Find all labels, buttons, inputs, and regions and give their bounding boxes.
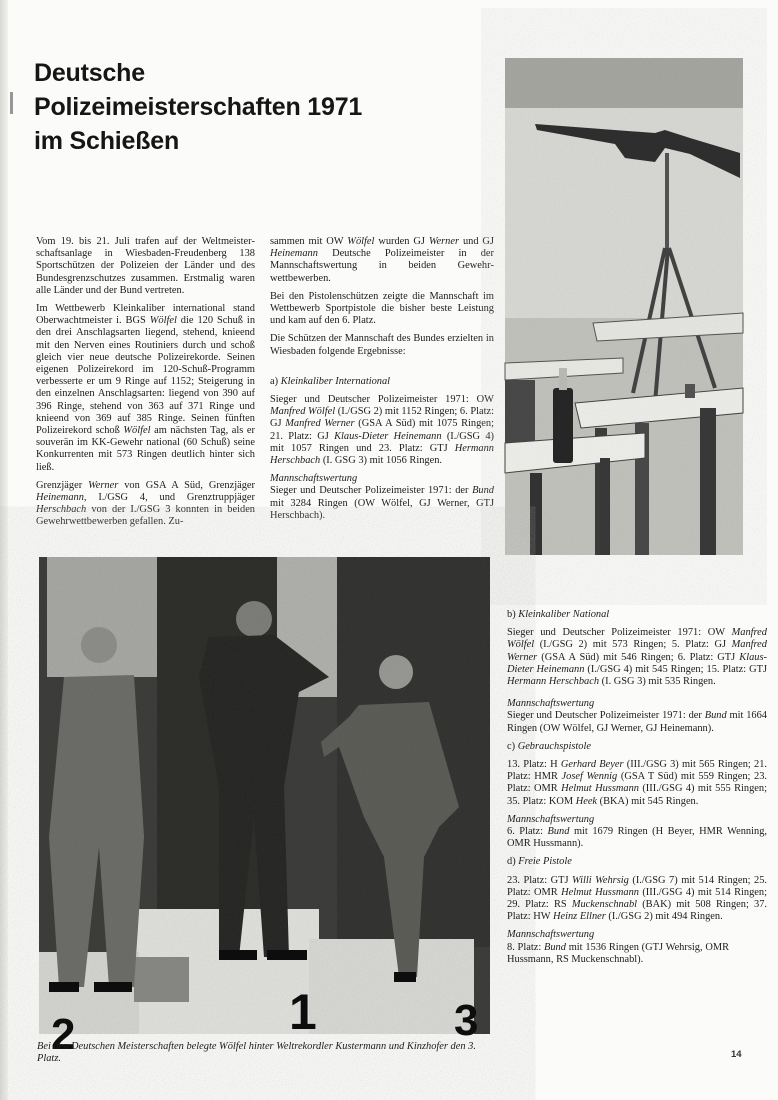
svg-text:3: 3	[454, 996, 479, 1045]
article-column-1	[36, 236, 255, 529]
section-c-team-result: 6. Platz: Bund mit 1679 Ringen (H Beyer, HMR Wenning, OMR Hussmann).	[507, 826, 767, 850]
grenzjaeger-paragraph: Grenzjäger Werner von GSA A Süd, Grenzjäger Heinemann, I./GSG 4, und Grenztruppjäger Herschbach von der I./GSG 3 konnten in beiden Gewehrwettbewerben gefallen. Zu-	[36, 479, 255, 528]
section-b-team-heading: Mannschaftswertung	[507, 698, 595, 710]
section-a-heading: a) Kleinkaliber International	[270, 375, 391, 387]
scan-artifact	[10, 92, 13, 114]
article-title	[34, 56, 454, 158]
section-a-team-heading: Mannschaftswertung	[270, 473, 358, 485]
section-d-team-result: 8. Platz: Bund mit 1536 Ringen (GTJ Wehrsig, OMR Hussmann, RS Muckenschnabl).	[507, 941, 730, 965]
svg-text:1: 1	[289, 984, 317, 1040]
svg-text:2: 2	[51, 1010, 76, 1059]
title-line-3: im Schießen	[34, 127, 180, 155]
section-d-results: 23. Platz: GTJ Willi Wehrsig (I./GSG 7) mit 514 Ringen; 25. Platz: OMR Helmut Hussmann (III./GSG 4) mit 514 Ringen; 29. Platz: RS Muckenschnabl (BAK) mit 508 Ringen; 37. Platz: HW Heinz Ellner (I./GSG 2) mit 494 Ringen.	[507, 874, 768, 923]
section-b-results: Sieger und Deutscher Polizeimeister 1971: OW Manfred Wölfel (I./GSG 2) mit 573 Ringen; 5. Platz: GJ Manfred Werner (GSA A Süd) mit 546 Ringen; 6. Platz: GTJ Klaus-Dieter Heinemann (I./GSG 4) mit 545 Ringen; 15. Platz: GTJ Hermann Herschbach (I. GSG 3) mit 535 Ringen.	[507, 627, 767, 688]
section-d-heading: d) Freie Pistole	[507, 856, 572, 868]
section-b-heading: b) Kleinkaliber National	[507, 609, 610, 620]
kleinkaliber-paragraph: Im Wettbewerb Kleinkaliber international stand Oberwachtmeister i. BGS Wölfel die 120 Schuß in den drei Anschlagsarten liegend, stehend, knieend mit den Nerven eines Routiniers durch und schoß gleich vier neue deutsche Polizeirekorde. Seinen eigenen Polizeirekord im 120-Schuß-Programm verbesserte er um 9 Ringe auf 1152; Steigerung in den einzelnen Anschlagsarten: liegend von 390 auf 396 Ringe, stehend von 363 auf 371 Ringe und knieend von 369 auf 385 Ringe. Seinen fünften Polizeirekord schoß Wölfel am nächsten Tag, als er souverän im KK-Gewehr national (60 Schuß) seine Konkurrenten mit 573 Ringen deutlich hinter sich ließ.	[36, 303, 256, 473]
article-column-3	[507, 609, 767, 966]
photo-caption: Bei den Deutschen Meisterschaften belegte Wölfel hinter Weltrekordler Kustermann und Kinzhofer den 3. Platz.	[37, 1041, 476, 1065]
intro-paragraph: Vom 19. bis 21. Juli trafen auf der Weltmeisterschaftsanlage in Wiesbaden-Freudenberg 138 Sportschützen der Polizeien der Länder und des Bundesgrenzschutzes zusammen. Erstmalig waren alle Länder und der Bund vertreten.	[36, 236, 255, 296]
article-column-2	[270, 236, 494, 522]
section-c-results: 13. Platz: H Gerhard Beyer (III./GSG 3) mit 565 Ringen; 21. Platz: HMR Josef Wennig (GSA T Süd) mit 559 Ringen; 23. Platz: OMR Helmut Hussmann (III./GSG 4) mit 555 Ringen; 35. Platz: KOM Heek (BKA) mit 545 Ringen.	[507, 759, 768, 807]
page-scan-edge	[0, 0, 8, 1100]
team-paragraph: sammen mit OW Wölfel wurden GJ Werner und GJ Heinemann Deutsche Polizeimeister in der Mannschaftswertung in beiden Gewehrwettbewerben.	[270, 236, 494, 284]
shooting-range-image	[505, 58, 743, 555]
title-line-2: Polizeimeisterschaften 1971	[34, 93, 363, 121]
shooting-range-photo	[505, 58, 743, 555]
section-c-team-heading: Mannschaftswertung	[507, 813, 595, 825]
section-c-heading: c) Gebrauchspistole	[507, 740, 591, 752]
section-a-team-result: Sieger und Deutscher Polizeimeister 1971: der Bund mit 3284 Ringen (OW Wölfel, GJ Werner, GTJ Herschbach).	[270, 485, 494, 521]
results-intro-paragraph: Die Schützen der Mannschaft des Bundes erzielten in Wiesbaden folgende Ergebnisse:	[270, 333, 494, 357]
section-d-team-heading: Mannschaftswertung	[507, 929, 595, 941]
pistol-paragraph: Bei den Pistolenschützen zeigte die Mannschaft im Wettbewerb Sportpistole die bisher beste Leistung und kam auf den 6. Platz.	[270, 290, 494, 327]
section-b-team-result: Sieger und Deutscher Polizeimeister 1971: der Bund mit 1664 Ringen (OW Wölfel, GJ Werner, GJ Heinemann).	[507, 710, 767, 734]
page-number: 14	[731, 1049, 742, 1060]
section-a-results: Sieger und Deutscher Polizeimeister 1971: OW Manfred Wölfel (I./GSG 2) mit 1152 Ringen; 6. Platz: GJ Manfred Werner (GSA A Süd) mit 1075 Ringen; 21. Platz: GJ Klaus-Dieter Heinemann (I./GSG 4) mit 1057 Ringen und 23. Platz: GTJ Hermann Herschbach (I. GSG 3) mit 1056 Ringen.	[270, 394, 495, 467]
title-line-1: Deutsche	[34, 59, 145, 87]
